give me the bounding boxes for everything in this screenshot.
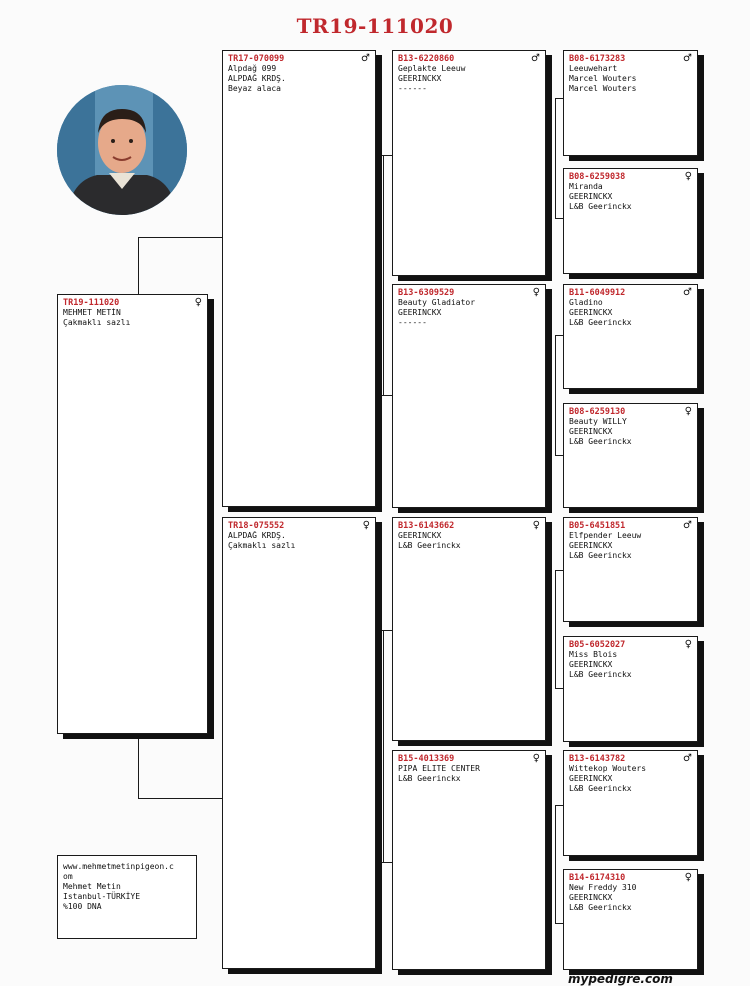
connector-subject-sire-v <box>138 237 139 295</box>
connector-subject-dam-v <box>138 733 139 798</box>
female-symbol-icon: ♀ <box>684 872 692 883</box>
card-line: GEERINCKX <box>569 774 613 783</box>
pedigree-card-dam[interactable] <box>222 517 376 969</box>
ring-number: B13-6220860 <box>398 54 455 64</box>
owner-website[interactable]: www.mehmetmetinpigeon.c <box>63 862 174 871</box>
ring-number: B08-6259130 <box>569 407 626 417</box>
male-symbol-icon: ♂ <box>531 53 540 64</box>
card-line: GEERINCKX <box>569 893 613 902</box>
connector-dam-gp-v <box>383 630 384 862</box>
pedigree-title: TR19-111020 <box>296 14 454 38</box>
card-line: GEERINCKX <box>569 427 613 436</box>
male-symbol-icon: ♂ <box>683 53 692 64</box>
card-line: GEERINCKX <box>569 308 613 317</box>
pedigree-card-subject[interactable] <box>57 294 208 734</box>
connector-gp2-v <box>555 335 556 455</box>
card-line: L&B Geerinckx <box>398 541 461 550</box>
connector-gp3-v <box>555 570 556 688</box>
card-line: GEERINCKX <box>398 531 442 540</box>
female-symbol-icon: ♀ <box>684 406 692 417</box>
card-line: Çakmaklı sazlı <box>63 318 131 327</box>
ring-number: B05-6451851 <box>569 521 626 531</box>
card-line: Marcel Wouters <box>569 84 637 93</box>
female-symbol-icon: ♀ <box>362 520 370 531</box>
connector-gp4-v <box>555 805 556 923</box>
card-line: Beyaz alaca <box>228 84 281 93</box>
card-line: L&B Geerinckx <box>569 903 632 912</box>
card-line: Beauty Gladiator <box>398 298 476 307</box>
card-line: GEERINCKX <box>569 192 613 201</box>
connector-gp1-v <box>555 98 556 218</box>
card-line: L&B Geerinckx <box>569 551 632 560</box>
owner-location: Istanbul-TÜRKİYE <box>63 892 141 901</box>
connector-gp1-h2 <box>555 218 563 219</box>
owner-info-box <box>57 855 197 939</box>
connector-sire-gp-v <box>383 155 384 395</box>
card-line: Marcel Wouters <box>569 74 637 83</box>
pedigree-card-granddam-paternal[interactable] <box>392 284 546 508</box>
male-symbol-icon: ♂ <box>683 753 692 764</box>
ring-number: B13-6143662 <box>398 521 455 531</box>
male-symbol-icon: ♂ <box>361 53 370 64</box>
ring-number: B08-6173283 <box>569 54 626 64</box>
card-line: New Freddy 310 <box>569 883 637 892</box>
card-line: L&B Geerinckx <box>569 437 632 446</box>
card-line: GEERINCKX <box>398 74 442 83</box>
connector-sire-gp-top <box>375 155 393 156</box>
ring-number: B08-6259038 <box>569 172 626 182</box>
connector-subject-sire-h <box>138 237 223 238</box>
pedigree-card-grandsire-paternal[interactable] <box>392 50 546 276</box>
card-line: ALPDAĞ KRDŞ. <box>228 74 286 83</box>
card-line: GEERINCKX <box>569 660 613 669</box>
ring-number: B13-6309529 <box>398 288 455 298</box>
pedigree-card-granddam-maternal[interactable] <box>392 750 546 970</box>
ring-number: B13-6143782 <box>569 754 626 764</box>
card-line: Miss Blois <box>569 650 618 659</box>
card-line: Wittekop Wouters <box>569 764 647 773</box>
pedigree-card-ggp-3[interactable] <box>563 284 698 389</box>
card-line: GEERINCKX <box>398 308 442 317</box>
ring-number: TR19-111020 <box>63 298 120 308</box>
pedigree-card-grandsire-maternal[interactable] <box>392 517 546 741</box>
pedigree-card-sire[interactable] <box>222 50 376 507</box>
pedigree-card-ggp-8[interactable] <box>563 869 698 970</box>
ring-number: TR18-075552 <box>228 521 285 531</box>
connector-gp4-h2 <box>555 923 563 924</box>
card-line: L&B Geerinckx <box>569 202 632 211</box>
ring-number: B14-6174310 <box>569 873 626 883</box>
connector-dam-gp-bottom <box>375 862 393 863</box>
card-line: Geplakte Leeuw <box>398 64 466 73</box>
female-symbol-icon: ♀ <box>532 520 540 531</box>
card-line: ALPDAĞ KRDŞ. <box>228 531 286 540</box>
card-line: ------ <box>398 84 427 93</box>
card-line: L&B Geerinckx <box>398 774 461 783</box>
male-symbol-icon: ♂ <box>683 520 692 531</box>
connector-subject-dam-h <box>138 798 223 799</box>
connector-gp2-h2 <box>555 455 563 456</box>
footer-brand[interactable]: mypedigre.com <box>568 972 673 986</box>
pedigree-card-ggp-7[interactable] <box>563 750 698 856</box>
pedigree-card-ggp-2[interactable] <box>563 168 698 274</box>
card-line: GEERINCKX <box>569 541 613 550</box>
connector-gp4-h1 <box>555 805 563 806</box>
ring-number: B11-6049912 <box>569 288 626 298</box>
card-line: Alpdağ 099 <box>228 64 277 73</box>
card-line: MEHMET METİN <box>63 308 121 317</box>
ring-number: B15-4013369 <box>398 754 455 764</box>
ring-number: TR17-070099 <box>228 54 285 64</box>
connector-gp3-h1 <box>555 570 563 571</box>
female-symbol-icon: ♀ <box>684 171 692 182</box>
ring-number: B05-6052027 <box>569 640 626 650</box>
card-line: Leeuwehart <box>569 64 618 73</box>
connector-gp1-h1 <box>555 98 563 99</box>
female-symbol-icon: ♀ <box>532 753 540 764</box>
card-line: Beauty WILLY <box>569 417 627 426</box>
card-line: L&B Geerinckx <box>569 318 632 327</box>
female-symbol-icon: ♀ <box>684 639 692 650</box>
card-line: L&B Geerinckx <box>569 784 632 793</box>
card-line: Elfpender Leeuw <box>569 531 642 540</box>
card-line: L&B Geerinckx <box>569 670 632 679</box>
card-line: Gladino <box>569 298 603 307</box>
card-line: ------ <box>398 318 427 327</box>
connector-gp3-h2 <box>555 688 563 689</box>
connector-sire-gp-bottom <box>375 395 393 396</box>
connector-dam-gp-top <box>375 630 393 631</box>
owner-dna-note: %100 DNA <box>63 902 102 911</box>
owner-name: Mehmet Metin <box>63 882 121 891</box>
card-line: PIPA ELITE CENTER <box>398 764 480 773</box>
owner-photo <box>57 85 187 215</box>
pedigree-card-ggp-1[interactable] <box>563 50 698 156</box>
female-symbol-icon: ♀ <box>194 297 202 308</box>
male-symbol-icon: ♂ <box>683 287 692 298</box>
female-symbol-icon: ♀ <box>532 287 540 298</box>
card-line: Çakmaklı sazlı <box>228 541 296 550</box>
owner-website-cont: om <box>63 872 73 881</box>
pedigree-card-ggp-4[interactable] <box>563 403 698 508</box>
card-line: Miranda <box>569 182 603 191</box>
pedigree-card-ggp-5[interactable] <box>563 517 698 622</box>
pedigree-card-ggp-6[interactable] <box>563 636 698 742</box>
connector-gp2-h1 <box>555 335 563 336</box>
